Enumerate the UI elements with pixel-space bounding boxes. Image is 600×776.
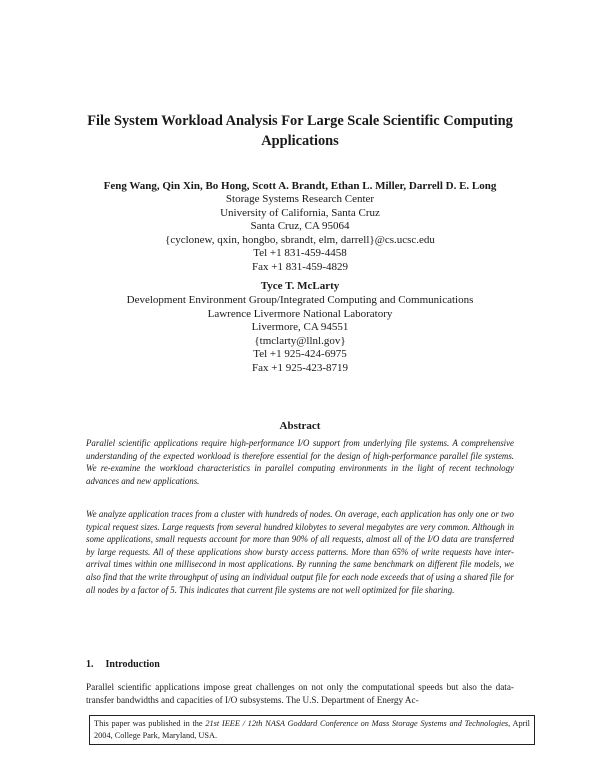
affiliation-line: Lawrence Livermore National Laboratory bbox=[207, 307, 393, 320]
affiliation-line: Development Environment Group/Integrated Computing and Communications bbox=[126, 294, 474, 306]
phone-number: Tel +1 831-459-4458 bbox=[253, 247, 347, 260]
footnote-prefix: This paper was published in the bbox=[94, 719, 206, 728]
abstract-paragraph: We analyze application traces from a cluster with hundreds of nodes. On average, each application has only one or two typical request sizes. Large requests from several hundred kilobytes to several megabytes are very common. Although in some applications, small requests account for more than 90% of all requests, almost all of the I/O data are transferred by large requests. All of these applications show bursty access patterns. More than 65% of write requests have inter-arrival times within one millisecond in most applications. By running the same benchmark on different file models, we also find that the write throughput of using an individual output file for each node exceeds that of using a shared file for all nodes by a factor of 5. This indicates that current file systems are not well optimized for file sharing. bbox=[86, 509, 514, 595]
affiliation-line: Storage Systems Research Center bbox=[225, 193, 375, 205]
author-email: {tmclarty@llnl.gov} bbox=[254, 334, 346, 347]
affiliation-line: Santa Cruz, CA 95064 bbox=[250, 220, 350, 233]
affiliation-ucsc bbox=[40, 193, 560, 275]
affiliation-line: University of California, Santa Cruz bbox=[220, 206, 380, 219]
publication-footnote bbox=[89, 715, 535, 745]
section-title: Introduction bbox=[105, 659, 160, 670]
abstract-heading: Abstract bbox=[279, 420, 321, 432]
footnote-venue: 21st IEEE / 12th NASA Goddard Conference on Mass Storage Systems and Technologies bbox=[205, 719, 509, 728]
phone-number: Tel +1 925-424-6975 bbox=[253, 348, 347, 361]
footnote-suffix: , April 2004, College Park, Maryland, USA. bbox=[94, 719, 530, 741]
fax-number: Fax +1 925-423-8719 bbox=[251, 361, 349, 374]
second-author-name: Tyce T. McLarty bbox=[260, 280, 340, 292]
section-number: 1. bbox=[86, 659, 94, 670]
title-line-1: File System Workload Analysis For Large Scale Scientific Computing bbox=[87, 113, 513, 129]
title-line-2: Applications bbox=[261, 133, 339, 149]
affiliation-llnl bbox=[40, 294, 560, 376]
author-list: Feng Wang, Qin Xin, Bo Hong, Scott A. Brandt, Ethan L. Miller, Darrell D. E. Long bbox=[103, 180, 497, 192]
paper-title bbox=[60, 111, 540, 151]
author-emails: {cyclonew, qxin, hongbo, sbrandt, elm, darrell}@cs.ucsc.edu bbox=[165, 233, 435, 246]
section-heading-introduction bbox=[86, 659, 160, 671]
abstract-paragraph: Parallel scientific applications require high-performance I/O support from underlying file systems. A comprehensive understanding of the expected workload is therefore essential for the design of high-performance parallel file systems. We re-examine the workload characteristics in parallel computing environments in the light of recent technology advances and new applications. bbox=[86, 438, 514, 486]
introduction-paragraph: Parallel scientific applications impose great challenges on not only the computational speeds but also the data-transfer bandwidths and capacities of I/O subsystems. The U.S. Department of Energy Ac- bbox=[86, 682, 514, 705]
affiliation-line: Livermore, CA 94551 bbox=[251, 321, 349, 334]
fax-number: Fax +1 831-459-4829 bbox=[251, 260, 349, 273]
